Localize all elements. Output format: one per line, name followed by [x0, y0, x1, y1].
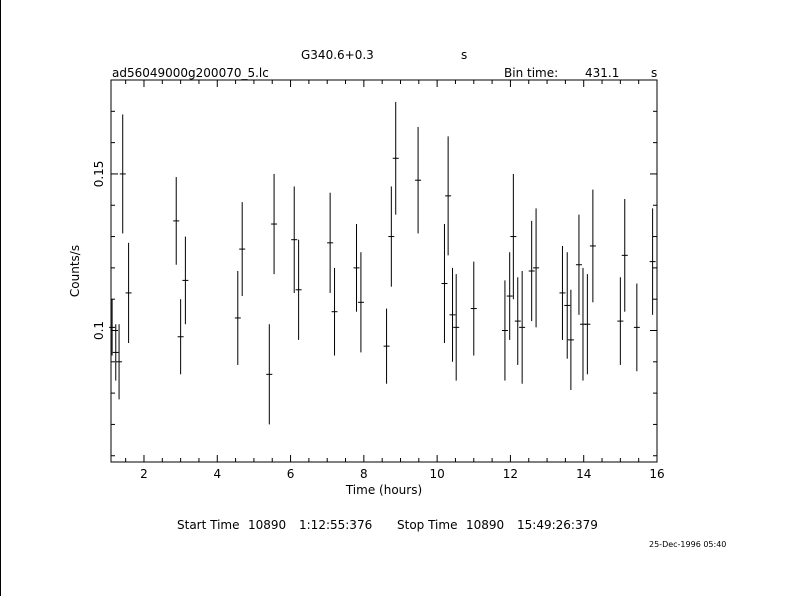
data-point — [178, 299, 184, 374]
stop-time: 15:49:26:379 — [517, 518, 598, 532]
data-point — [576, 215, 582, 315]
data-point — [533, 208, 539, 327]
bin-time-label: Bin time: — [504, 66, 559, 80]
x-tick-label: 10 — [429, 467, 445, 481]
data-point — [519, 271, 525, 384]
data-point — [510, 174, 516, 299]
data-point — [296, 240, 302, 340]
data-point — [584, 274, 590, 374]
start-time: 1:12:55:376 — [299, 518, 373, 532]
object-title: G340.6+0.3 — [301, 48, 374, 62]
y-axis-label: Counts/s — [68, 244, 82, 298]
data-point — [358, 252, 364, 352]
data-point — [622, 199, 628, 312]
data-point — [182, 237, 188, 325]
data-point — [271, 174, 277, 274]
data-point — [291, 186, 297, 292]
data-point — [415, 127, 421, 233]
data-point — [634, 284, 640, 372]
data-point — [113, 324, 119, 380]
stop-day: 10890 — [466, 518, 505, 532]
data-point — [116, 324, 122, 399]
data-point — [559, 246, 565, 340]
x-axis-label: Time (hours) — [345, 483, 423, 497]
bin-time-unit: s — [651, 66, 658, 80]
data-point — [235, 271, 241, 365]
data-point — [590, 190, 596, 303]
x-tick-label: 8 — [360, 467, 368, 481]
data-points — [109, 102, 656, 425]
data-point — [384, 309, 390, 384]
data-point — [109, 299, 115, 355]
data-point — [266, 324, 272, 424]
data-point — [445, 136, 451, 255]
start-day: 10890 — [248, 518, 287, 532]
x-tick-label: 16 — [649, 467, 665, 481]
data-point — [471, 262, 477, 356]
x-tick-label: 6 — [286, 467, 295, 481]
data-point — [453, 274, 459, 380]
object-unit: s — [461, 48, 468, 62]
data-point — [529, 221, 535, 321]
data-point — [507, 252, 513, 340]
x-tick-label: 2 — [140, 467, 148, 481]
data-point — [450, 268, 456, 362]
start-time-label: Start Time — [177, 518, 240, 532]
axis-tick-labels — [92, 161, 665, 481]
y-tick-label: 0.15 — [92, 160, 106, 188]
data-point — [354, 224, 360, 312]
data-point — [441, 224, 447, 343]
x-tick-label: 4 — [213, 467, 222, 481]
data-point — [120, 114, 126, 233]
bin-time-value: 431.1 — [585, 66, 620, 80]
stop-time-label: Stop Time — [397, 518, 458, 532]
data-point — [388, 186, 394, 286]
data-point — [239, 202, 245, 296]
data-point — [393, 102, 399, 215]
y-tick-label: 0.1 — [92, 320, 106, 341]
datestamp: 25-Dec-1996 05:40 — [649, 540, 727, 549]
file-name: ad56049000g200070_5.lc — [112, 66, 269, 80]
data-point — [173, 177, 179, 265]
plot-frame — [111, 80, 657, 462]
data-point — [126, 243, 132, 343]
x-tick-label: 12 — [502, 467, 519, 481]
axis-ticks — [111, 80, 657, 462]
data-point — [327, 193, 333, 293]
data-point — [564, 252, 570, 358]
data-point — [617, 277, 623, 365]
data-point — [515, 277, 521, 365]
data-point — [568, 290, 574, 390]
x-tick-label: 14 — [576, 467, 592, 481]
data-point — [502, 280, 508, 380]
data-point — [332, 268, 338, 356]
